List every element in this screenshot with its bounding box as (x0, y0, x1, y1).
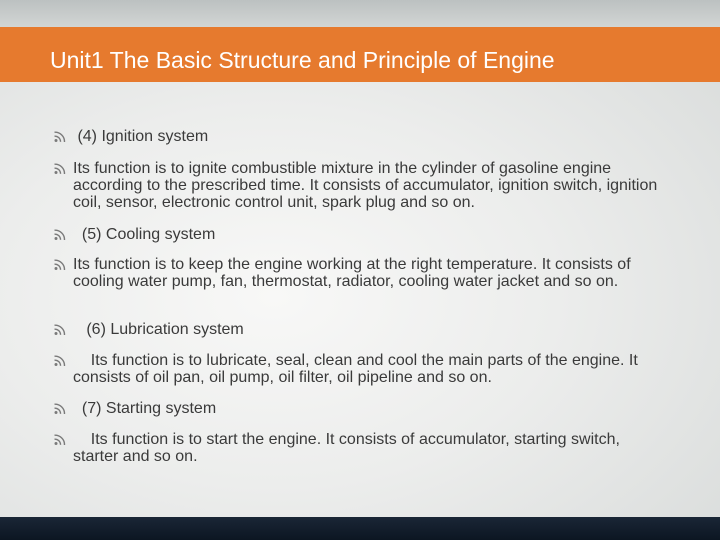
bullet-text: Its function is to keep the engine working at the right temperature. It consists of cooling water pump, fan, thermostat, radiator, cooling water jacket and so on. (73, 256, 636, 290)
wifi-feed-icon (53, 355, 67, 367)
bullet-text: (5) Cooling system (73, 226, 216, 243)
wifi-feed-icon (53, 403, 67, 415)
wifi-feed-icon (53, 259, 67, 271)
bullet-text: (7) Starting system (73, 400, 217, 417)
bottom-decor-bar (0, 517, 720, 540)
wifi-feed-icon (53, 229, 67, 241)
bullet-text: Its function is to ignite combustible mixture in the cylinder of gasoline engine according to the prescribed time. It consists of accumulator, ignition switch, ignition coil, sensor, electronic control unit, spark plug and so on. (73, 160, 662, 211)
slide-title: Unit1 The Basic Structure and Principle of Engine (50, 47, 555, 73)
bullet-text: (6) Lubrication system (73, 321, 244, 338)
bullet-text: (4) Ignition system (73, 128, 209, 145)
wifi-feed-icon (53, 131, 67, 143)
wifi-feed-icon (53, 434, 67, 446)
bullet-text: Its function is to start the engine. It consists of accumulator, starting switch, starter and so on. (73, 431, 625, 465)
wifi-feed-icon (53, 324, 67, 336)
wifi-feed-icon (53, 163, 67, 175)
bullet-text: Its function is to lubricate, seal, clean and cool the main parts of the engine. It consists of oil pan, oil pump, oil filter, oil pipeline and so on. (73, 352, 643, 386)
